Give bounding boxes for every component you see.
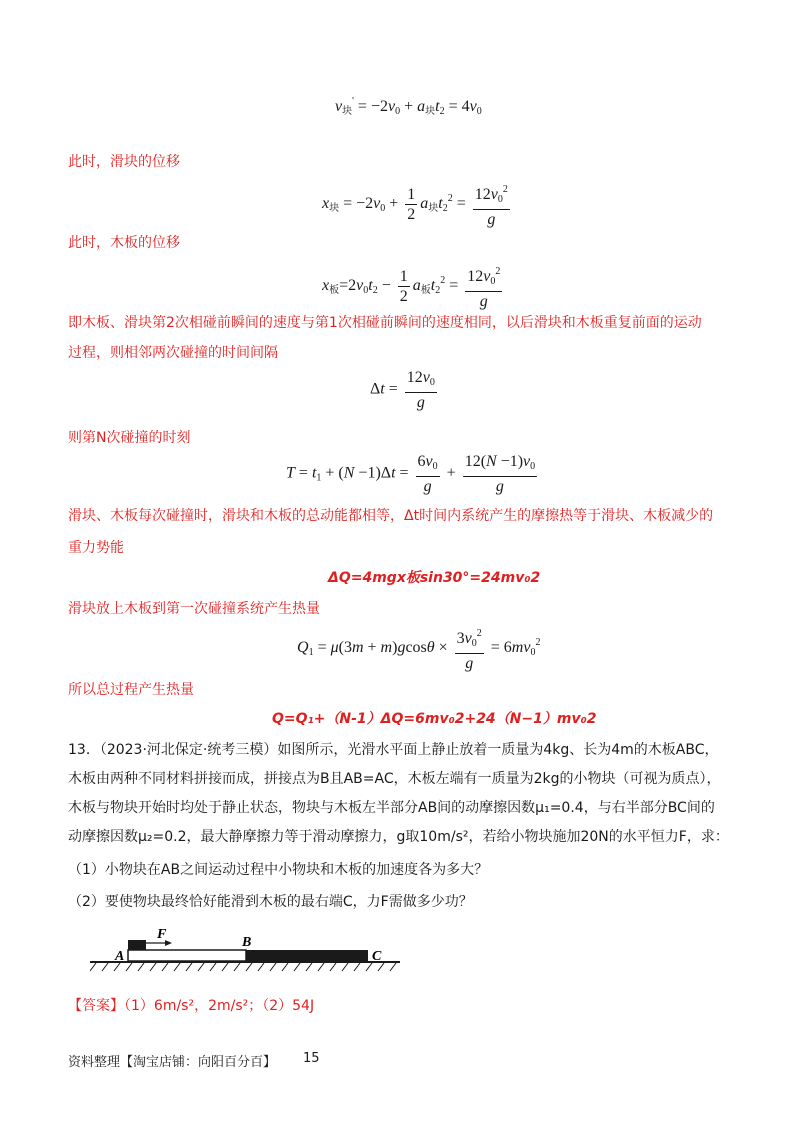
equation-T: $T = t_1 + (N -1)\Delta t$ = $\frac{6v_0}{g}$ + $\frac{12(N -1)v_0}{g}$: [286, 453, 536, 495]
figure-label-F: F: [157, 927, 167, 942]
paragraph-repeat-line1: 即木板、滑块第2次相碰前瞬间的速度与第1次相碰前瞬间的速度相同，以后滑块和木板重复前面的运动: [68, 315, 702, 331]
board-left-half: [128, 950, 246, 961]
board-right-half: [246, 950, 368, 961]
problem-13-line2: 木板由两种不同材料拼接而成，拼接点为B且AB=AC，木板左端有一质量为2kg的小物块（可视为质点），: [68, 771, 721, 787]
figure-label-B: B: [242, 935, 252, 950]
answer-line: [68, 995, 314, 1015]
label-board-displacement: 此时，木板的位移: [68, 235, 180, 251]
page-number: 15: [303, 1051, 320, 1066]
equation-v-block: $v_块' = -2v_0 + a_块t_2 = 4v_0$: [335, 96, 482, 117]
footer-source: 资料整理【淘宝店铺：向阳百分百】: [68, 1055, 277, 1070]
label-total-heat: 所以总过程产生热量: [68, 682, 194, 698]
problem-13-line1: 13．（2023·河北保定·统考三模）如图所示，光滑水平面上静止放着一质量为4kg、长为4m的木板ABC，: [68, 742, 719, 758]
problem-13-question2: （2）要使物块最终恰好能滑到木板的最右端C，力F需做多少功？: [68, 894, 473, 910]
figure-label-A: A: [115, 949, 125, 964]
label-first-heat: 滑块放上木板到第一次碰撞系统产生热量: [68, 601, 320, 617]
answer-tag: 【答案】: [68, 998, 124, 1014]
board-block-figure: [90, 922, 410, 974]
paragraph-energy-line2: 重力势能: [68, 540, 124, 556]
label-block-displacement: 此时，滑块的位移: [68, 154, 180, 170]
small-block: [128, 940, 146, 950]
paragraph-energy-line1: 滑块、木板每次碰撞时，滑块和木板的总动能都相等，Δt时间内系统产生的摩擦热等于滑块、木板减少的: [68, 508, 714, 524]
equation-delta-t: Δt = $\frac{12v_0}{g}$: [370, 369, 435, 411]
problem-13-line3: 木板与物块开始时均处于静止状态，物块与木板左半部分AB间的动摩擦因数μ₁=0.4，与右半部分BC间的: [68, 800, 715, 816]
problem-13-line4: 动摩擦因数μ₂=0.2，最大静摩擦力等于滑动摩擦力，g取10m/s²，若给小物块施加20N的水平恒力F，求：: [68, 829, 729, 845]
equation-Q-total: Q=Q₁+（N-1）ΔQ=6mv₀2+24（N−1）mv₀2: [272, 711, 597, 727]
answer-text: （1）6m/s²，2m/s²；（2）54J: [124, 998, 315, 1014]
equation-x-block: $x_块 = -2v_0$ + $\frac{1}{2}$ $a_块t_2^2$ = $\frac{12v_0^2}{g}$: [322, 180, 513, 229]
label-nth-collision: 则第N次碰撞的时刻: [68, 430, 191, 446]
equation-x-board: $x_板=2v_0t_2$ − $\frac{1}{2}$ $a_板t_2^2$ = $\frac{12v_0^2}{g}$: [322, 262, 505, 311]
equation-delta-Q: ΔQ=4mgx板sin30°=24mv₀2: [328, 570, 541, 586]
paragraph-repeat-line2: 过程，则相邻两次碰撞的时间间隔: [68, 345, 278, 361]
figure-label-C: C: [372, 949, 382, 964]
equation-Q1: $Q_1 = \mu(3m + m)gcos\theta$ × $\frac{3v_0^2}{g}$ = $6mv_0^2$: [297, 624, 540, 673]
problem-13-question1: （1）小物块在AB之间运动过程中小物块和木板的加速度各为多大？: [68, 862, 489, 878]
